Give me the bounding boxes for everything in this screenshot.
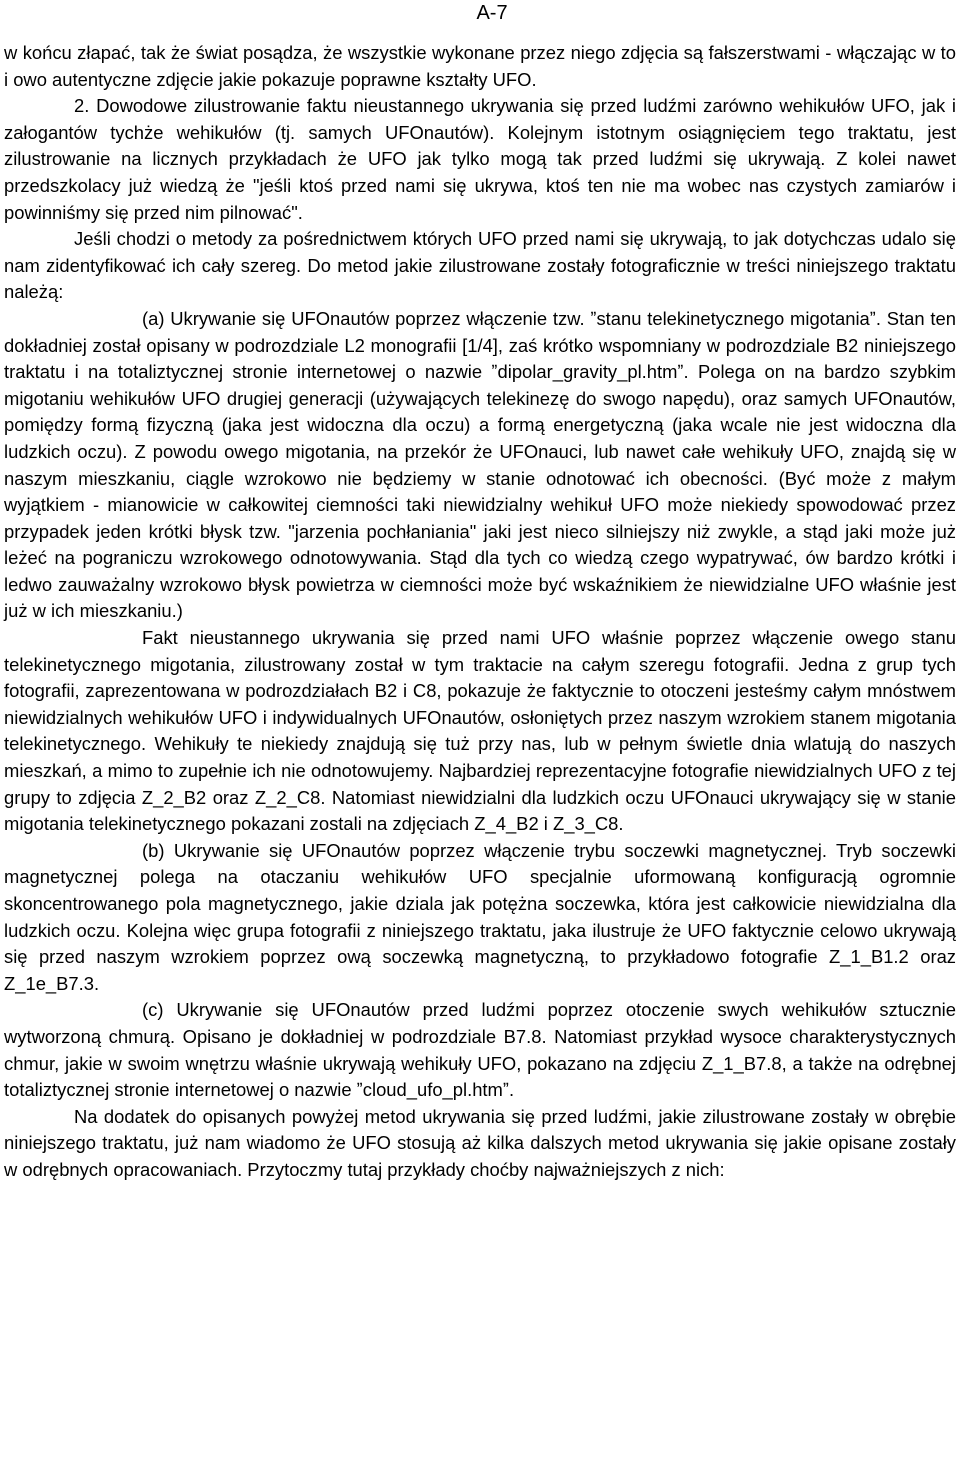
paragraph-method-c: (c) Ukrywanie się UFOnautów przed ludźmi poprzez otoczenie swych wehikułów sztucznie wytworzoną chmurą. Opisano je dokładniej w podrozdziale B7.8. Natomiast przykład wysoce charakterystycznych chmur, jakie w swoim wnętrzu właśnie ukrywają wehikuły UFO, pokazano na zdjęciu Z_1_B7.8, a także na odrębnej totaliztycznej stronie internetowej o nazwie ˮcloud_ufo_pl.htmˮ. [4,999,956,1101]
paragraph-method-a: (a) Ukrywanie się UFOnautów poprzez włączenie tzw. ˮstanu telekinetycznego migotaniaˮ. Stan ten dokładniej został opisany w podrozdziale L2 monografii [1/4], zaś krótko wspomniany w podrozdziale B2 niniejszego traktatu i na totaliztycznej stronie internetowej o nazwie ˮdipolar_gravity_pl.htmˮ. Polega on na bardzo szybkim migotaniu wehikułów UFO drugiej generacji (używających telekinezę do swogo napędu), oraz samych UFOnautów, pomiędzy formą fizyczną (jaka jest widoczna dla oczu) a formą energetyczną (jaka wcale nie jest widoczna dla ludzkich oczu). Z powodu owego migotania, na przekór że UFOnauci, lub nawet całe wehikuły UFO, znajdą się w naszym mieszkaniu, ciągle wzrokowo nie będziemy w stanie odnotować ich obecności. (Być może z małym wyjątkiem - mianowicie w całkowitej ciemności taki niewidzialny wehikuł UFO może niekiedy spowodować przez przypadek jeden krótki błysk tzw. "jarzenia pochłaniania" jaki jest nieco silniejszy niż zwykle, a stąd jaki może już leżeć na pograniczu wzrokowego odnotowywania. Stąd dla tych co wiedzą czego wypatrywać, ów bardzo krótki i ledwo zauważalny wzrokowo błysk powietrza w ciemności może być wskaźnikiem że niewidzialne UFO właśnie jest już w ich mieszkaniu.) [4,307,956,622]
paragraph-continuation: w końcu złapać, tak że świat posądza, że wszystkie wykonane przez niego zdjęcia są fałszerstwami - włączając w to i owo autentyczne zdjęcie jakie pokazuje poprawne kształty UFO. [4,42,956,90]
document-body [4,40,956,1184]
paragraph-method-a-evidence: Fakt nieustannego ukrywania się przed nami UFO właśnie poprzez włączenie owego stanu telekinetycznego migotania, zilustrowany został w tym traktacie na całym szeregu fotografii. Jedna z grup tych fotografii, zaprezentowana w podrozdziałach B2 i C8, pokazuje że faktycznie to otoczeni jesteśmy całym mnóstwem niewidzialnych wehikułów UFO i indywidualnych UFOnautów, osłoniętych przez naszym wzrokiem stanem migotania telekinetycznego. Wehikuły te niekiedy znajdują się tuż przy nas, lub w pełnym świetle dnia wlatują do naszych mieszkań, a mimo to zupełnie ich nie odnotowujemy. Najbardziej reprezentacyjne fotografie niewidzialnych UFO z tej grupy to zdjęcia Z_2_B2 oraz Z_2_C8. Natomiast niewidzialni dla ludzkich oczu UFOnauci ukrywający się w stanie migotania telekinetycznego pokazani zostali na zdjęciach Z_4_B2 i Z_3_C8. [4,627,956,835]
paragraph-additional-methods: Na dodatek do opisanych powyżej metod ukrywania się przed ludźmi, jakie zilustrowane zostały w obrębie niniejszego traktatu, już nam wiadomo że UFO stosują aż kilka dalszych metod ukrywania się jakie opisane zostały w odrębnych opracowaniach. Przytoczmy tutaj przykłady choćby najważniejszych z nich: [4,1105,956,1180]
paragraph-hiding-methods-intro: Jeśli chodzi o metody za pośrednictwem których UFO przed nami się ukrywają, to jak dotychczas udalo się nam zidentyfikować ich cały szereg. Do metod jakie zilustrowane zostały fotograficznie w treści niniejszego traktatu należą: [4,228,956,303]
paragraph-method-b: (b) Ukrywanie się UFOnautów poprzez włączenie trybu soczewki magnetycznej. Tryb soczewki magnetycznej polega na otaczaniu wehikułów UFO specjalnie uformowaną konfiguracją ogromnie skoncentrowanego pola magnetycznego, jakie dziala jak potężna soczewka, która jest całkowicie niewidzialna dla ludzkich oczu. Kolejna więc grupa fotografii z niniejszego traktatu, jaka ilustruje że UFO faktycznie celowo ukrywają się przed naszym wzrokiem poprzez ową soczewką magnetyczną, to przykładowo fotografie Z_1_B1.2 oraz Z_1e_B7.3. [4,839,956,994]
paragraph-point-2: 2. Dowodowe zilustrowanie faktu nieustannego ukrywania się przed ludźmi zarówno wehikułów UFO, jak i załogantów tychże wehikułów (tj. samych UFOnautów). Kolejnym istotnym osiągnięciem tego traktatu, jest zilustrowanie na licznych przykładach że UFO jak tylko mogą tak przed ludźmi się ukrywają. Z kolei nawet przedszkolacy już wiedzą że "jeśli ktoś przed nami się ukrywa, ktoś ten nie ma wobec nas czystych zamiarów i powinniśmy się przed nim pilnować". [4,95,956,223]
page-number: A-7 [476,2,508,24]
